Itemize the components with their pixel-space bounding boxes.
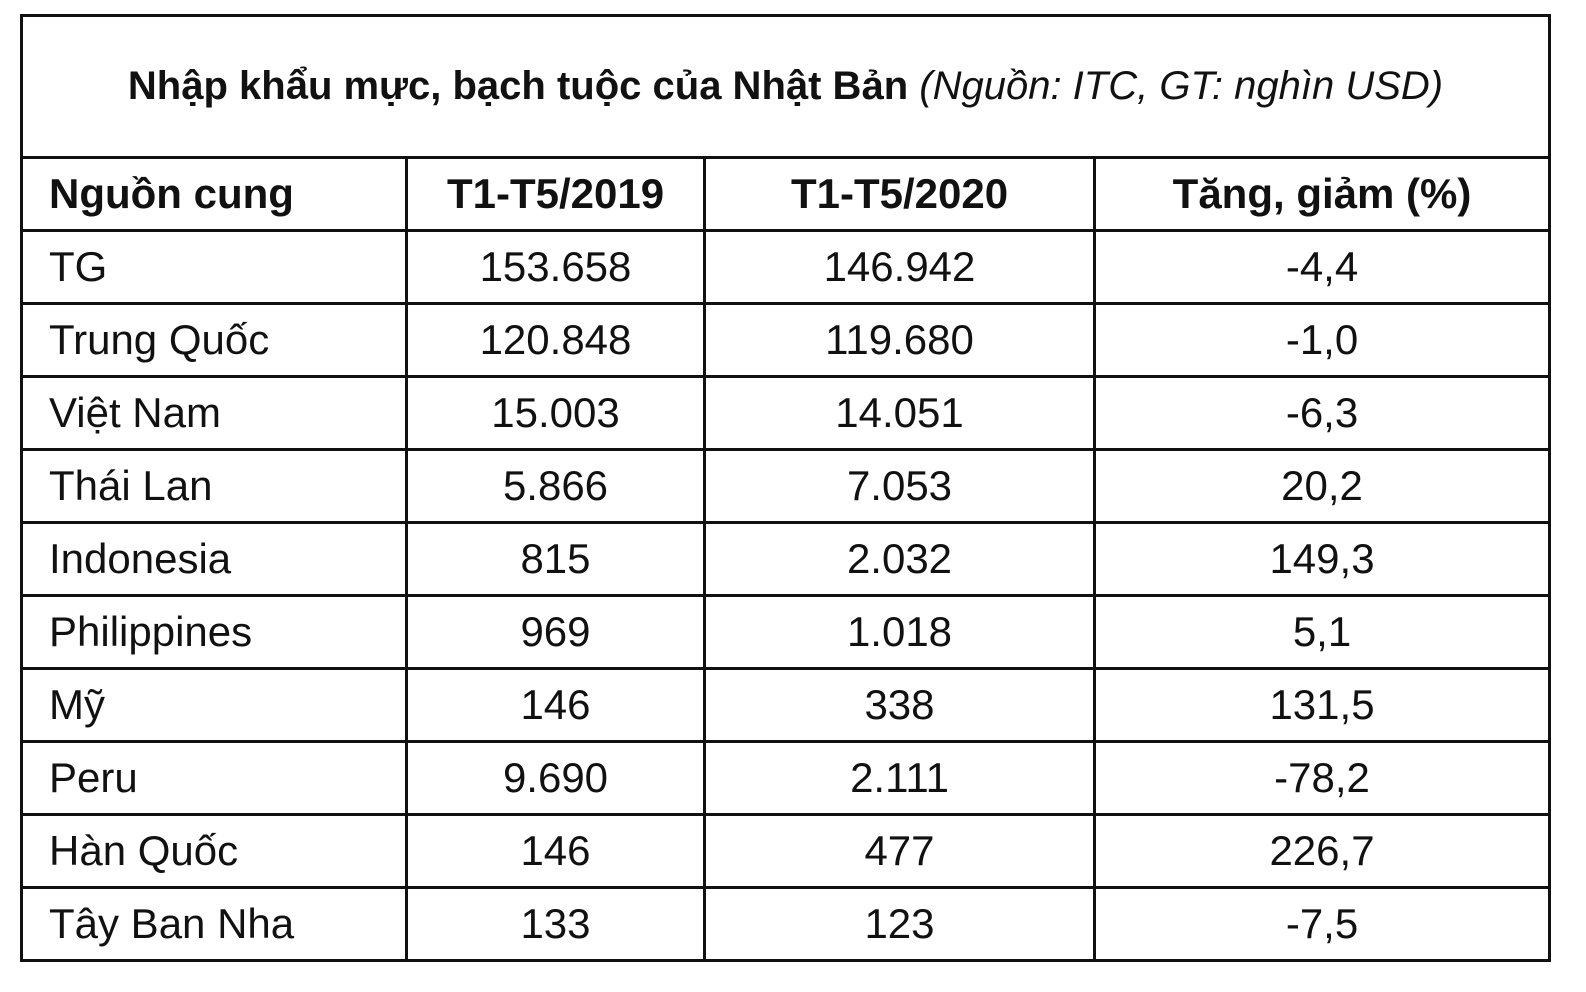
cell-2019: 969: [407, 596, 705, 669]
header-change: Tăng, giảm (%): [1095, 158, 1550, 231]
table-row: [22, 450, 1550, 523]
table-row: [22, 304, 1550, 377]
cell-source: Mỹ: [22, 669, 407, 742]
cell-source: Indonesia: [22, 523, 407, 596]
cell-2020: 2.111: [705, 742, 1095, 815]
cell-source: Hàn Quốc: [22, 815, 407, 888]
cell-2019: 146: [407, 815, 705, 888]
cell-source: Philippines: [22, 596, 407, 669]
cell-source: Trung Quốc: [22, 304, 407, 377]
cell-2020: 338: [705, 669, 1095, 742]
cell-2020: 2.032: [705, 523, 1095, 596]
header-2020: T1-T5/2020: [705, 158, 1095, 231]
cell-change: 5,1: [1095, 596, 1550, 669]
cell-source: TG: [22, 231, 407, 304]
table-row: [22, 523, 1550, 596]
cell-2020: 146.942: [705, 231, 1095, 304]
cell-change: 226,7: [1095, 815, 1550, 888]
cell-2020: 477: [705, 815, 1095, 888]
table-header-row: [22, 158, 1550, 231]
cell-2020: 7.053: [705, 450, 1095, 523]
cell-change: -78,2: [1095, 742, 1550, 815]
cell-change: 20,2: [1095, 450, 1550, 523]
cell-change: -1,0: [1095, 304, 1550, 377]
cell-change: -6,3: [1095, 377, 1550, 450]
table-title-main: Nhập khẩu mực, bạch tuộc của Nhật Bản: [127, 64, 909, 108]
table-row: [22, 742, 1550, 815]
header-2019: T1-T5/2019: [407, 158, 705, 231]
table-title-source: (Nguồn: ITC, GT: nghìn USD): [919, 64, 1444, 108]
cell-source: Việt Nam: [22, 377, 407, 450]
cell-change: 131,5: [1095, 669, 1550, 742]
cell-2019: 133: [407, 888, 705, 961]
table-row: [22, 231, 1550, 304]
cell-2019: 153.658: [407, 231, 705, 304]
cell-2020: 14.051: [705, 377, 1095, 450]
cell-2020: 119.680: [705, 304, 1095, 377]
table-row: [22, 596, 1550, 669]
cell-2019: 815: [407, 523, 705, 596]
import-table: [20, 14, 1551, 962]
cell-source: Peru: [22, 742, 407, 815]
cell-2019: 15.003: [407, 377, 705, 450]
cell-2019: 9.690: [407, 742, 705, 815]
table-title: [22, 16, 1550, 158]
cell-2019: 120.848: [407, 304, 705, 377]
table-row: [22, 377, 1550, 450]
header-source: Nguồn cung: [22, 158, 407, 231]
table-title-row: [22, 16, 1550, 158]
cell-2020: 123: [705, 888, 1095, 961]
cell-change: -4,4: [1095, 231, 1550, 304]
cell-2019: 5.866: [407, 450, 705, 523]
cell-source: Tây Ban Nha: [22, 888, 407, 961]
cell-change: 149,3: [1095, 523, 1550, 596]
table-row: [22, 815, 1550, 888]
cell-change: -7,5: [1095, 888, 1550, 961]
table-row: [22, 888, 1550, 961]
cell-source: Thái Lan: [22, 450, 407, 523]
cell-2020: 1.018: [705, 596, 1095, 669]
cell-2019: 146: [407, 669, 705, 742]
table-row: [22, 669, 1550, 742]
